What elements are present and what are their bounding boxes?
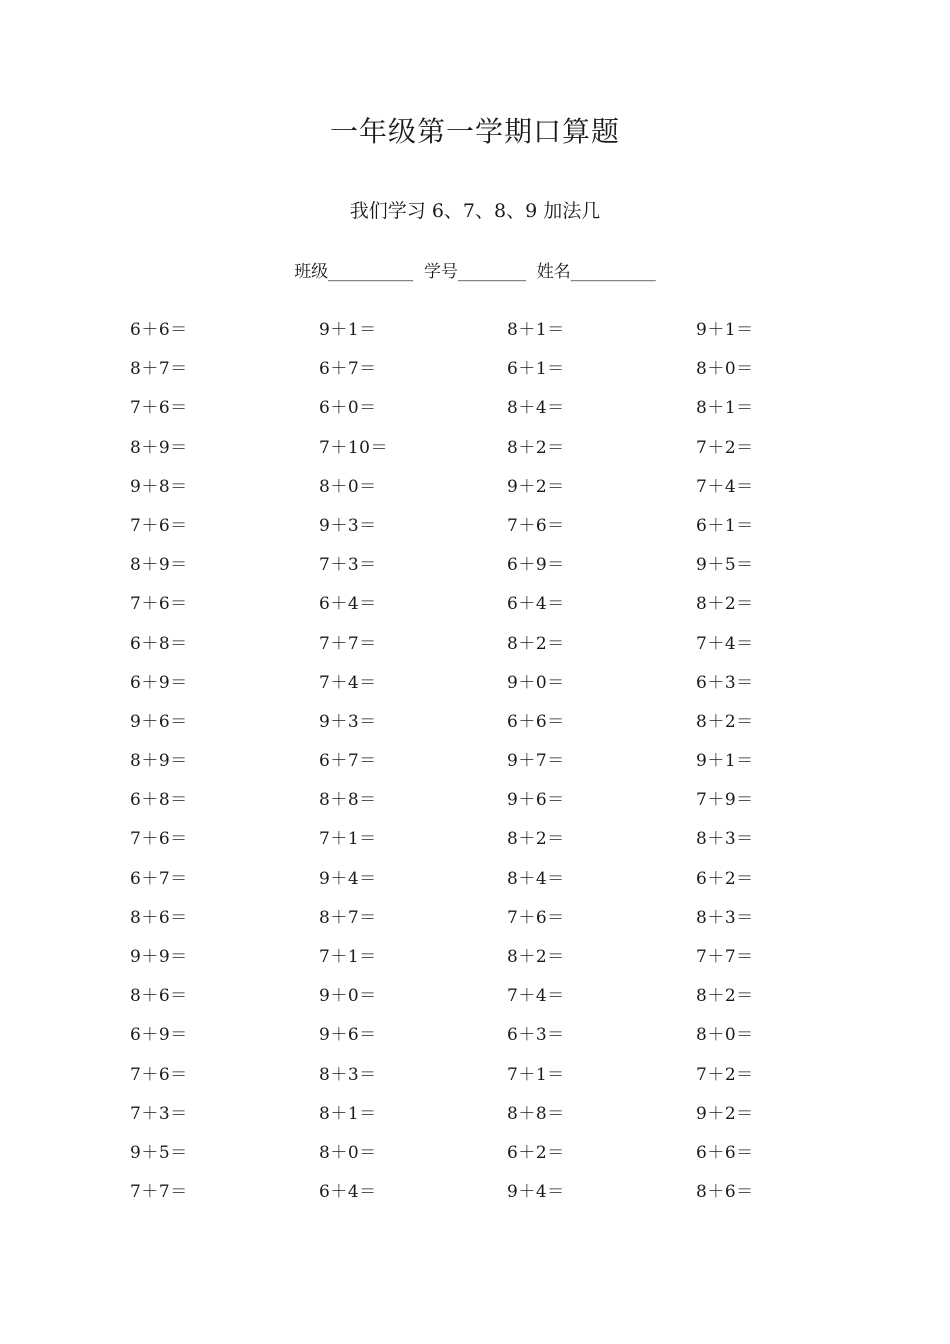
problem-item: 8＋0＝: [696, 359, 754, 380]
problem-item: 7＋4＝: [507, 986, 565, 1007]
problem-row: [130, 777, 830, 816]
problem-item: 7＋6＝: [130, 594, 188, 615]
problem-item: 8＋7＝: [319, 907, 377, 928]
problem-item: 6＋0＝: [319, 398, 377, 419]
problem-item: 9＋2＝: [696, 1103, 754, 1124]
problem-row: [130, 581, 830, 620]
problem-item: 6＋1＝: [507, 359, 565, 380]
page-title: 一年级第一学期口算题: [329, 115, 620, 148]
problem-item: 8＋2＝: [507, 633, 565, 654]
problem-item: 9＋9＝: [130, 947, 188, 967]
problem-item: 9＋1＝: [696, 320, 754, 340]
problem-item: 7＋1＝: [319, 829, 377, 850]
problem-row: [130, 856, 830, 895]
problem-item: 6＋2＝: [507, 1142, 565, 1163]
problem-item: 6＋3＝: [696, 672, 754, 693]
problem-item: 8＋1＝: [319, 1103, 377, 1124]
problem-item: 9＋8＝: [130, 476, 188, 497]
problem-item: 7＋3＝: [130, 1103, 188, 1124]
problem-item: 6＋7＝: [319, 359, 377, 380]
problem-item: 7＋10＝: [319, 437, 388, 458]
problem-item: 7＋1＝: [507, 1064, 565, 1085]
problem-item: 6＋7＝: [319, 751, 377, 772]
problem-item: 8＋1＝: [507, 320, 565, 340]
problem-item: 8＋3＝: [696, 829, 754, 850]
problem-item: 7＋6＝: [130, 829, 188, 850]
problem-item: 8＋6＝: [696, 1182, 754, 1203]
page-subtitle: 我们学习 6、7、8、9 加法几: [349, 200, 601, 222]
problem-item: 8＋4＝: [507, 868, 565, 889]
problem-row: [130, 895, 830, 934]
problem-item: 6＋9＝: [507, 555, 565, 576]
problem-row: [130, 1169, 830, 1208]
problem-item: 9＋1＝: [696, 751, 754, 772]
problem-item: 6＋9＝: [130, 672, 188, 693]
problem-item: 6＋6＝: [130, 320, 188, 340]
problem-item: 7＋4＝: [696, 476, 754, 497]
problem-item: 9＋1＝: [319, 320, 377, 340]
problem-item: 9＋5＝: [696, 555, 754, 576]
problem-item: 9＋2＝: [507, 476, 565, 497]
problem-item: 9＋6＝: [507, 790, 565, 811]
problem-item: 7＋2＝: [696, 437, 754, 458]
problem-item: 8＋2＝: [507, 947, 565, 967]
problem-item: 9＋0＝: [319, 986, 377, 1007]
problem-item: 6＋2＝: [696, 868, 754, 889]
problem-item: 7＋3＝: [319, 555, 377, 576]
problem-item: 6＋7＝: [130, 868, 188, 889]
problem-item: 8＋9＝: [130, 751, 188, 772]
problem-item: 9＋3＝: [319, 515, 377, 536]
problem-row: [130, 346, 830, 385]
problem-row: [130, 738, 830, 777]
problem-item: 7＋6＝: [130, 1064, 188, 1085]
problem-item: 9＋6＝: [130, 711, 188, 732]
problem-item: 9＋7＝: [507, 751, 565, 772]
problem-item: 8＋0＝: [696, 1025, 754, 1046]
problem-item: 7＋6＝: [130, 515, 188, 536]
problem-item: 8＋7＝: [130, 359, 188, 380]
problem-item: 6＋8＝: [130, 790, 188, 811]
problem-item: 6＋8＝: [130, 633, 188, 654]
problem-row: [130, 542, 830, 581]
problem-row: [130, 464, 830, 503]
problem-row: [130, 1130, 830, 1169]
problem-item: 7＋7＝: [319, 633, 377, 654]
problem-item: 7＋9＝: [696, 790, 754, 811]
problem-item: 8＋2＝: [696, 594, 754, 615]
problem-item: 8＋2＝: [507, 829, 565, 850]
problem-item: 8＋8＝: [507, 1103, 565, 1124]
problem-row: [130, 699, 830, 738]
problem-item: 8＋1＝: [696, 398, 754, 419]
problem-row: [130, 973, 830, 1012]
problem-item: 9＋5＝: [130, 1142, 188, 1163]
problem-item: 7＋1＝: [319, 947, 377, 967]
problem-item: 7＋7＝: [696, 947, 754, 967]
problem-item: 8＋8＝: [319, 790, 377, 811]
problem-item: 6＋4＝: [319, 594, 377, 615]
problem-row: [130, 385, 830, 424]
problem-item: 8＋2＝: [696, 711, 754, 732]
problem-item: 9＋3＝: [319, 711, 377, 732]
problem-item: 9＋6＝: [319, 1025, 377, 1046]
problem-grid: [130, 307, 830, 1208]
problem-row: [130, 816, 830, 855]
problem-item: 9＋0＝: [507, 672, 565, 693]
problem-item: 7＋4＝: [696, 633, 754, 654]
problem-item: 7＋6＝: [130, 398, 188, 419]
problem-row: [130, 1091, 830, 1130]
problem-item: 7＋4＝: [319, 672, 377, 693]
problem-row: [130, 1012, 830, 1051]
problem-row: [130, 660, 830, 699]
problem-item: 8＋9＝: [130, 437, 188, 458]
problem-item: 6＋6＝: [507, 711, 565, 732]
problem-row: [130, 425, 830, 464]
problem-row: [130, 503, 830, 542]
problem-item: 8＋0＝: [319, 476, 377, 497]
problem-item: 8＋6＝: [130, 907, 188, 928]
problem-item: 8＋2＝: [696, 986, 754, 1007]
problem-item: 6＋4＝: [319, 1182, 377, 1203]
problem-item: 8＋0＝: [319, 1142, 377, 1163]
problem-item: 8＋9＝: [130, 555, 188, 576]
problem-row: [130, 934, 830, 973]
problem-item: 7＋6＝: [507, 907, 565, 928]
student-info-line: 班级__________ 学号________ 姓名__________: [294, 262, 656, 282]
problem-item: 7＋2＝: [696, 1064, 754, 1085]
problem-item: 8＋3＝: [319, 1064, 377, 1085]
problem-item: 6＋1＝: [696, 515, 754, 536]
problem-item: 6＋4＝: [507, 594, 565, 615]
problem-item: 7＋6＝: [507, 515, 565, 536]
problem-item: 8＋4＝: [507, 398, 565, 419]
problem-row: [130, 621, 830, 660]
problem-item: 6＋6＝: [696, 1142, 754, 1163]
problem-item: 7＋7＝: [130, 1182, 188, 1203]
problem-item: 8＋6＝: [130, 986, 188, 1007]
problem-item: 8＋3＝: [696, 907, 754, 928]
problem-item: 9＋4＝: [507, 1182, 565, 1203]
problem-item: 6＋3＝: [507, 1025, 565, 1046]
problem-item: 9＋4＝: [319, 868, 377, 889]
problem-row: [130, 1052, 830, 1091]
problem-row: [130, 307, 830, 346]
problem-item: 8＋2＝: [507, 437, 565, 458]
problem-item: 6＋9＝: [130, 1025, 188, 1046]
